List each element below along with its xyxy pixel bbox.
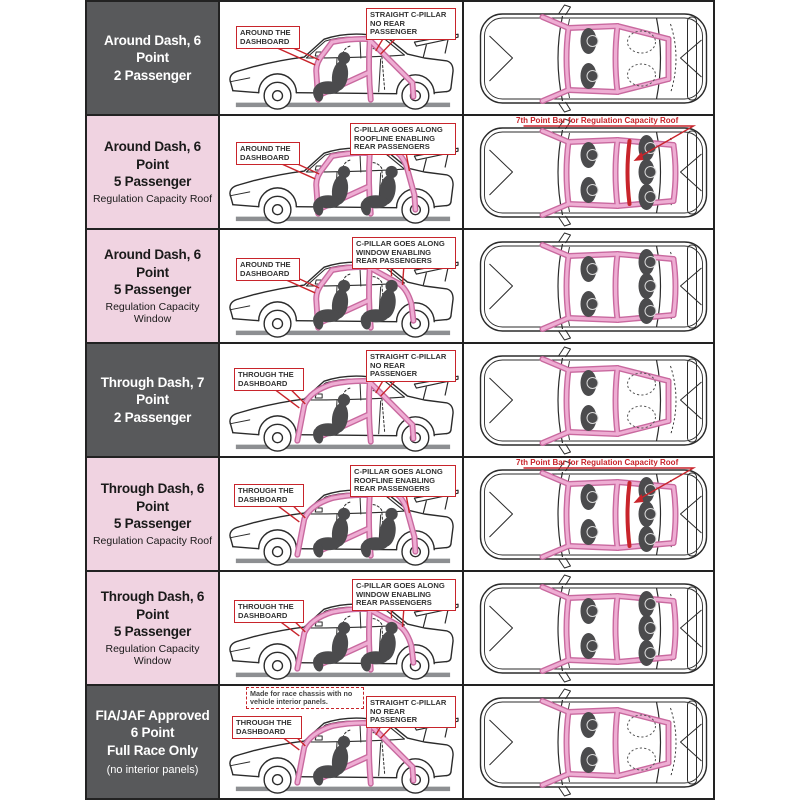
configuration-table xyxy=(85,0,715,800)
row-title-line3: Full Race Only xyxy=(107,742,198,758)
callout-cpillar: C-PILLAR GOES ALONG ROOFLINE ENABLING REAR PASSENGERS xyxy=(350,465,456,497)
car-top-view-drawing xyxy=(464,344,713,456)
row-title-line2: 5 Passenger xyxy=(113,174,192,190)
side-view-panel xyxy=(220,116,464,228)
top-view-panel xyxy=(464,458,713,570)
row-title-line2: 2 Passenger xyxy=(113,409,192,425)
car-top-view-drawing xyxy=(464,2,713,114)
callout-cpillar: C-PILLAR GOES ALONG WINDOW ENABLING REAR PASSENGERS xyxy=(352,579,456,611)
row-subtitle: (no interior panels) xyxy=(106,764,199,777)
top-view-panel xyxy=(464,572,713,684)
row-through-6pt-5pass-window xyxy=(87,572,713,686)
row-label xyxy=(87,116,220,228)
callout-cpillar: STRAIGHT C-PILLAR NO REAR PASSENGER xyxy=(366,350,456,382)
row-title-line2: 6 Point xyxy=(130,725,175,741)
row-fia-jaf-6pt-race xyxy=(87,686,713,798)
row-label xyxy=(87,572,220,684)
car-top-view-drawing xyxy=(464,572,713,684)
callout-cpillar: STRAIGHT C-PILLAR NO REAR PASSENGER xyxy=(366,696,456,728)
row-around-6pt-5pass-roof xyxy=(87,116,713,230)
row-subtitle: Regulation Capacity Roof xyxy=(92,535,213,548)
callout-dashboard: AROUND THE DASHBOARD xyxy=(236,142,300,165)
callout-dashboard: THROUGH THE DASHBOARD xyxy=(234,484,304,507)
row-through-6pt-5pass-roof xyxy=(87,458,713,572)
side-view-panel xyxy=(220,458,464,570)
side-view-panel xyxy=(220,344,464,456)
top-view-panel xyxy=(464,116,713,228)
car-top-view-drawing xyxy=(464,686,713,798)
callout-dashboard: THROUGH THE DASHBOARD xyxy=(232,716,302,739)
row-label xyxy=(87,458,220,570)
row-title-line1: Through Dash, 6 Point xyxy=(100,481,205,514)
row-title-line1: Around Dash, 6 Point xyxy=(104,247,201,280)
row-title-line1: Through Dash, 7 Point xyxy=(100,374,205,408)
row-around-6pt-2pass xyxy=(87,2,713,116)
row-label xyxy=(87,344,220,456)
row-title-line1: Around Dash, 6 Point xyxy=(104,32,201,66)
callout-dashboard: AROUND THE DASHBOARD xyxy=(236,258,300,281)
car-top-view-drawing xyxy=(464,230,713,342)
side-view-panel xyxy=(220,230,464,342)
side-view-panel xyxy=(220,572,464,684)
callout-dashboard: AROUND THE DASHBOARD xyxy=(236,26,300,49)
side-view-panel xyxy=(220,2,464,114)
callout-cpillar: C-PILLAR GOES ALONG WINDOW ENABLING REAR PASSENGERS xyxy=(352,237,456,269)
row-title-line2: 2 Passenger xyxy=(113,67,192,83)
seventh-point-note: 7th Point Bar for Regulation Capacity Roof xyxy=(516,458,679,467)
top-view-panel xyxy=(464,230,713,342)
side-view-panel xyxy=(220,686,464,798)
callout-cpillar: STRAIGHT C-PILLAR NO REAR PASSENGER xyxy=(366,8,456,40)
row-title-line1: FIA/JAF Approved xyxy=(95,707,210,723)
seventh-point-note: 7th Point Bar for Regulation Capacity Roof xyxy=(516,116,679,125)
callout-cpillar: C-PILLAR GOES ALONG ROOFLINE ENABLING REAR PASSENGERS xyxy=(350,123,456,155)
row-title-line1: Through Dash, 6 Point xyxy=(100,589,205,622)
top-view-panel xyxy=(464,2,713,114)
car-top-view-drawing xyxy=(464,116,713,228)
row-through-7pt-2pass xyxy=(87,344,713,458)
top-view-panel xyxy=(464,344,713,456)
row-title-line2: 5 Passenger xyxy=(113,282,192,298)
row-title-line1: Around Dash, 6 Point xyxy=(104,139,201,172)
row-label xyxy=(87,2,220,114)
row-subtitle: Regulation Capacity Window xyxy=(105,642,200,668)
callout-race-chassis-note: Made for race chassis with no vehicle interior panels. xyxy=(246,687,364,709)
row-around-6pt-5pass-window xyxy=(87,230,713,344)
callout-dashboard: THROUGH THE DASHBOARD xyxy=(234,368,304,391)
row-label xyxy=(87,686,220,798)
row-label xyxy=(87,230,220,342)
top-view-panel xyxy=(464,686,713,798)
row-title-line2: 5 Passenger xyxy=(113,516,192,532)
car-top-view-drawing xyxy=(464,458,713,570)
row-subtitle: Regulation Capacity Roof xyxy=(92,193,213,206)
row-title-line2: 5 Passenger xyxy=(113,624,192,640)
row-subtitle: Regulation Capacity Window xyxy=(105,300,200,326)
callout-dashboard: THROUGH THE DASHBOARD xyxy=(234,600,304,623)
